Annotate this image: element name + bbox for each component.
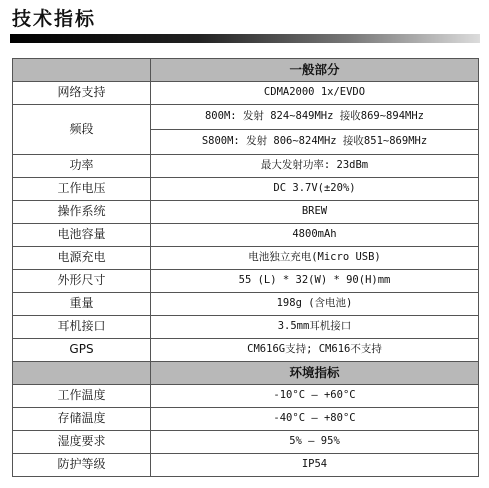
row-value: CDMA2000 1x/EVDO (151, 82, 479, 105)
row-label: 重量 (13, 293, 151, 316)
row-label: 电池容量 (13, 224, 151, 247)
table-row-headphone (13, 316, 479, 339)
row-value: IP54 (151, 454, 479, 477)
page-title: 技术指标 (12, 8, 97, 30)
section-header-blank-cell (13, 59, 151, 82)
section-header-environment (13, 362, 479, 385)
row-label: 频段 (13, 105, 151, 155)
section-header-general (13, 59, 479, 82)
table-row-protection (13, 454, 479, 477)
table-row-voltage (13, 178, 479, 201)
row-label: 功率 (13, 155, 151, 178)
row-value: 4800mAh (151, 224, 479, 247)
table-row-battery (13, 224, 479, 247)
row-value: CM616G支持; CM616不支持 (151, 339, 479, 362)
table-row-storage-temp (13, 408, 479, 431)
row-label: 电源充电 (13, 247, 151, 270)
table-row-dimensions (13, 270, 479, 293)
row-value: 55 (L) * 32(W) * 90(H)mm (151, 270, 479, 293)
table-row-charging (13, 247, 479, 270)
section-title-general: 一般部分 (151, 59, 479, 82)
row-value: 电池独立充电(Micro USB) (151, 247, 479, 270)
row-label: 防护等级 (13, 454, 151, 477)
row-label: 网络支持 (13, 82, 151, 105)
row-value: DC 3.7V(±20%) (151, 178, 479, 201)
row-label: 外形尺寸 (13, 270, 151, 293)
row-label: GPS (13, 339, 151, 362)
title-underline-bar (10, 34, 480, 43)
row-value: 198g (含电池) (151, 293, 479, 316)
row-label: 操作系统 (13, 201, 151, 224)
table-row-os (13, 201, 479, 224)
row-label: 耳机接口 (13, 316, 151, 339)
row-value: 3.5mm耳机接口 (151, 316, 479, 339)
table-row-band-1 (13, 105, 479, 130)
table-row-gps (13, 339, 479, 362)
row-value: 最大发射功率: 23dBm (151, 155, 479, 178)
row-label: 湿度要求 (13, 431, 151, 454)
row-label: 工作电压 (13, 178, 151, 201)
row-label: 存储温度 (13, 408, 151, 431)
section-title-environment: 环境指标 (151, 362, 479, 385)
row-value: 5% — 95% (151, 431, 479, 454)
row-value: -10°C — +60°C (151, 385, 479, 408)
table-row-network (13, 82, 479, 105)
section-header-blank-cell (13, 362, 151, 385)
table-row-power (13, 155, 479, 178)
table-row-operating-temp (13, 385, 479, 408)
table-row-weight (13, 293, 479, 316)
row-value-band-s800m: S800M: 发射 806~824MHz 接收851~869MHz (151, 130, 479, 155)
row-label: 工作温度 (13, 385, 151, 408)
row-value: -40°C — +80°C (151, 408, 479, 431)
table-row-humidity (13, 431, 479, 454)
spec-table (12, 58, 479, 477)
row-value-band-800m: 800M: 发射 824~849MHz 接收869~894MHz (151, 105, 479, 130)
row-value: BREW (151, 201, 479, 224)
